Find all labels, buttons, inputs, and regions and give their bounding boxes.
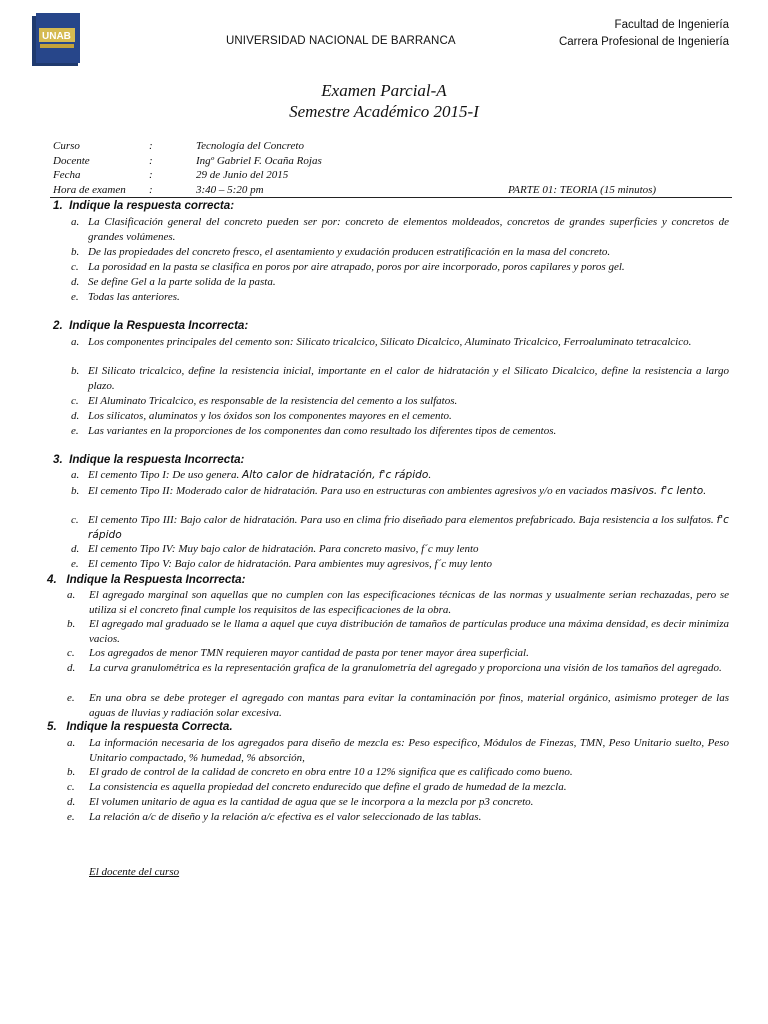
option-c: c. El Aluminato Tricalcico, es responsable de la resistencia del cemento a los sulfatos.	[71, 395, 458, 407]
question-text: Indique la Respuesta Incorrecta:	[69, 319, 249, 332]
question-text: Indique la respuesta Incorrecta:	[69, 453, 245, 466]
option-b: b. De las propiedades del concreto fresco, el asentamiento y exudación producen estratificación en la masa del concreto.	[71, 246, 611, 258]
info-value: 3:40 – 5:20 pm	[196, 184, 264, 197]
option-c: c. La porosidad en la pasta se clasifica en poros por aire atrapado, poros por aire incorporado, poros capilares y poros gel.	[71, 261, 625, 273]
info-key: Docente	[53, 154, 90, 167]
info-value: Ingº Gabriel F. Ocaña Rojas	[196, 154, 322, 167]
question-text: Indique la respuesta Correcta.	[66, 720, 233, 733]
divider	[50, 197, 732, 198]
option-e: e. Las variantes en la proporciones de los componentes dan como resultado los diferentes tipos de cementos.	[71, 425, 557, 437]
option-a: a. El agregado marginal son aquellas que no cumplen con las especificaciones técnicas de las normas y usualmente serian rechazadas, pero se utiliza si el concreto final cumple los requisitos de las especificaciones de la obra.	[67, 589, 729, 616]
option-b: b. El cemento Tipo II: Moderado calor de hidratación. Para uso en estructuras con ambientes agresivos y/o en vaciados masivos. f'c lento.	[71, 485, 706, 497]
info-value: Tecnología del Concreto	[196, 140, 304, 152]
career-name: Carrera Profesional de Ingeniería	[558, 36, 729, 48]
handwritten-note: masivos. f'c lento	[610, 485, 704, 497]
handwritten-note: f'c rápido	[88, 514, 729, 541]
info-colon: :	[149, 169, 153, 182]
info-key: Hora de examen	[53, 184, 126, 197]
faculty-name: Facultad de Ingeniería	[614, 19, 729, 31]
option-a: a. Los componentes principales del cemento son: Silicato tricalcico, Silicato Dicalcico, Aluminato Tricalcico, Ferroaluminato tetracalcico.	[71, 336, 692, 348]
question-heading	[47, 720, 233, 735]
option-e: e. El cemento Tipo V: Bajo calor de hidratación. Para ambientes muy agresivos, f´c muy lento	[71, 558, 492, 570]
question-number: 3.	[53, 453, 63, 466]
info-row-time	[53, 183, 733, 198]
question-number: 4.	[47, 573, 57, 586]
part-label: PARTE 01: TEORIA (15 minutos)	[508, 184, 657, 197]
semester-title: Semestre Académico 2015-I	[289, 102, 479, 121]
question-number: 1.	[53, 199, 63, 212]
university-name: UNIVERSIDAD NACIONAL DE BARRANCA	[226, 35, 456, 47]
info-colon: :	[149, 140, 153, 152]
info-key: Fecha	[53, 169, 81, 182]
university-logo	[30, 12, 82, 68]
option-d: d. Los silicatos, aluminatos y los óxidos son los componentes mayores en el cemento.	[71, 410, 452, 422]
info-colon: :	[149, 184, 153, 197]
option-d: d. El cemento Tipo IV: Muy bajo calor de hidratación. Para concreto masivo, f´c muy lento	[71, 543, 479, 555]
option-a: a. La información necesaria de los agregados para diseño de mezcla es: Peso especifico, Módulos de Finezas, TMN, Peso Unitario suelto, Peso Unitario compactado, % humedad, % absorción,	[67, 737, 729, 764]
option-c: c. La consistencia es aquella propiedad del concreto endurecido que define el grado de humedad de la mezcla.	[67, 781, 567, 793]
option-d: d. El volumen unitario de agua es la cantidad de agua que se le incorpora a la mezcla por p3 concreto.	[67, 796, 534, 808]
exam-info	[53, 139, 733, 198]
question-heading	[53, 199, 234, 214]
question-number: 2.	[53, 319, 63, 332]
option-b: b. El Silicato tricalcico, define la resistencia inicial, importante en el calor de hidratación y el Silicato Dicalcico, define la resistencia a largo plazo.	[71, 365, 729, 392]
option-e: e. Todas las anteriores.	[71, 291, 180, 303]
header-right	[559, 17, 729, 51]
option-c: c. Los agregados de menor TMN requieren mayor cantidad de pasta por tener mayor área superficial.	[67, 647, 529, 659]
question-heading	[53, 453, 244, 468]
question-text: Indique la Respuesta Incorrecta:	[66, 573, 246, 586]
option-c: c. El cemento Tipo III: Bajo calor de hidratación. Para uso en clima frio diseñado para elementos prefabricado. Baja resistencia a los sulfatos. f'c rápido	[71, 514, 729, 541]
info-row-course	[53, 139, 733, 154]
option-b: b. El agregado mal graduado se le llama a aquel que cuya distribución de tamaños de partículas produce una máxima densidad, es decir minimiza vacios.	[67, 618, 729, 645]
logo-text: UNAB	[42, 31, 71, 42]
info-row-teacher	[53, 154, 733, 169]
option-d: d. Se define Gel a la parte solida de la pasta.	[71, 276, 276, 288]
info-value: 29 de Junio del 2015	[196, 169, 289, 182]
question-number: 5.	[47, 720, 57, 733]
teacher-signature-label: El docente del curso	[89, 866, 180, 878]
question-text: Indique la respuesta correcta:	[69, 199, 235, 212]
question-heading	[47, 573, 245, 588]
info-row-date	[53, 168, 733, 183]
question-heading	[53, 319, 248, 334]
info-key: Curso	[53, 140, 80, 152]
exam-title: Examen Parcial-A	[321, 81, 447, 100]
option-d: d. La curva granulométrica es la representación grafica de la granulometría del agregado y proporciona una visión de los tamaños del agregado.	[67, 662, 722, 674]
option-b: b. El grado de control de la calidad de concreto en obra entre 10 a 12% significa que es calificado como bueno.	[67, 766, 573, 778]
handwritten-note: Alto calor de hidratación, f'c rápido	[241, 469, 429, 481]
option-a: a. La Clasificación general del concreto pueden ser por: concreto de elementos moldeados, concretos de grandes superficies y concretos de grandes volúmenes.	[71, 216, 729, 243]
option-e: e. En una obra se debe proteger el agregado con mantas para evitar la contaminación por finos, material orgánico, asimismo proteger de las aguas de lluvias y radiación solar excesiva.	[67, 692, 729, 719]
info-colon: :	[149, 154, 153, 167]
option-a: a. El cemento Tipo I: De uso genera. Alto calor de hidratación, f'c rápido.	[71, 469, 432, 481]
option-e: e. La relación a/c de diseño y la relación a/c efectiva es el valor seleccionado de las tablas.	[67, 811, 482, 823]
